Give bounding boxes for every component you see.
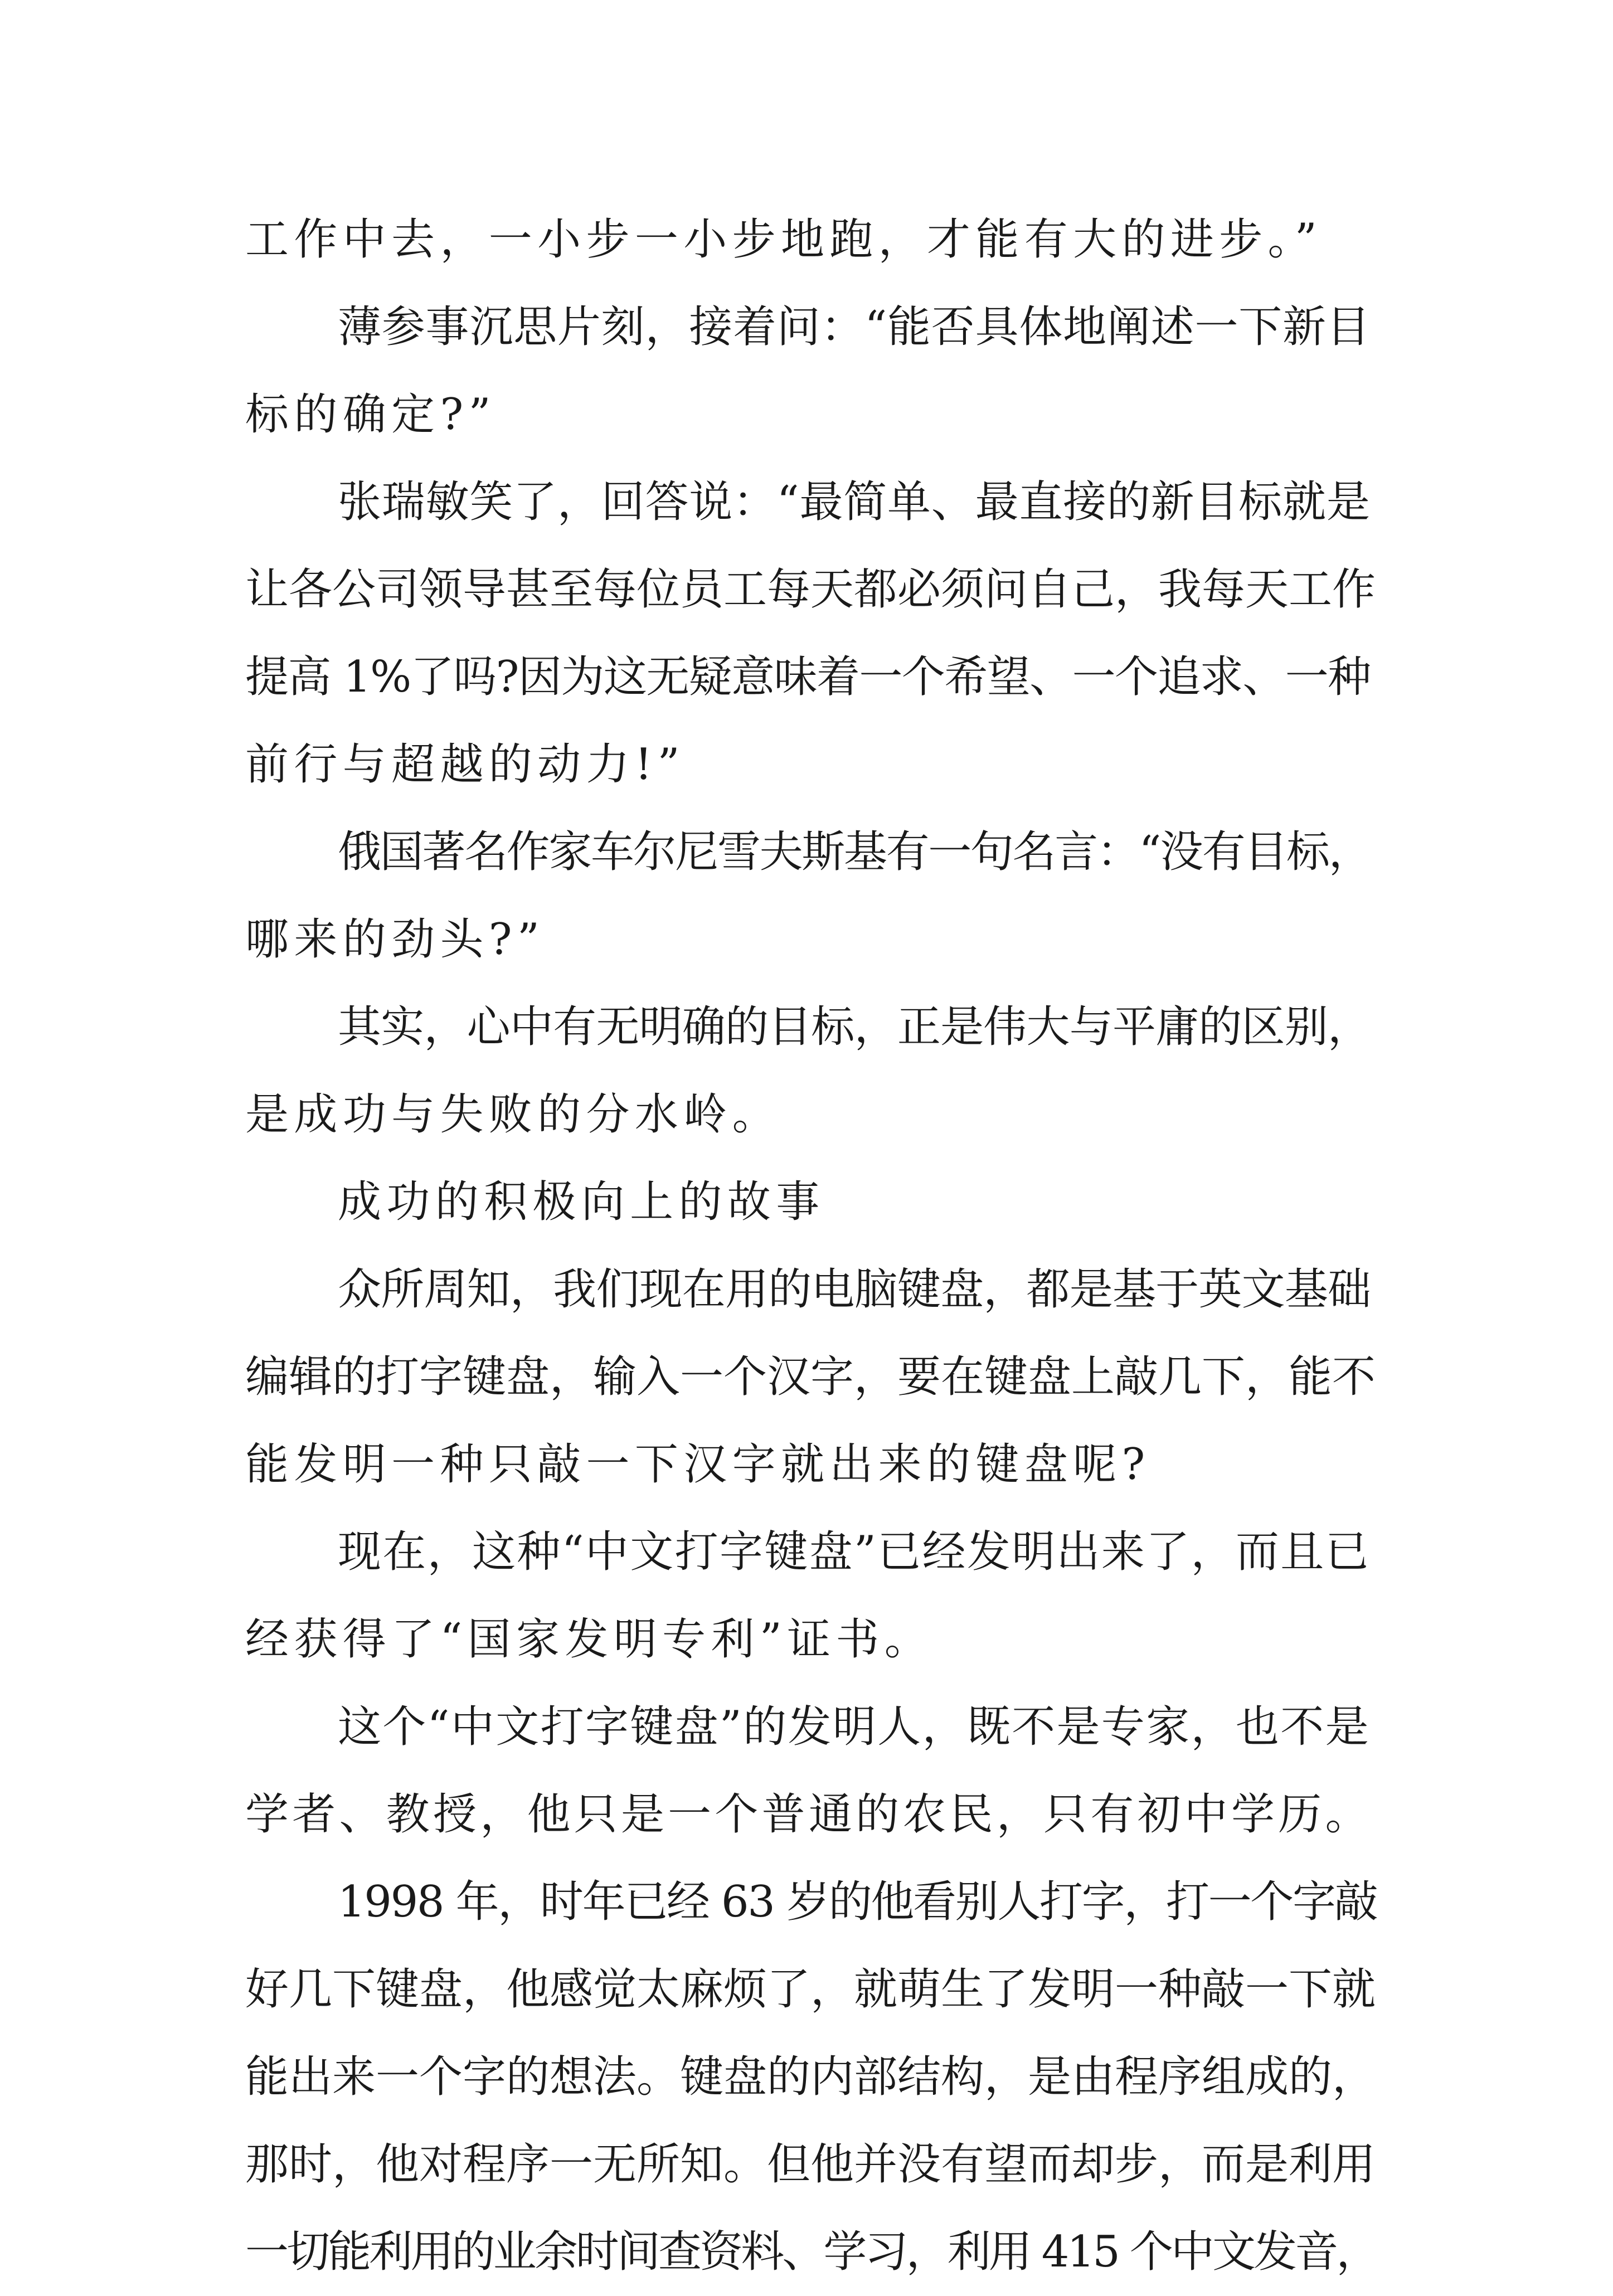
text-line: 1998 年，时年已经 63 岁的他看别人打字，打一个字敲 — [338, 1877, 1377, 1927]
text-line: 一切能利用的业余时间查资料、学习，利用 415 个中文发音， — [245, 2227, 1378, 2277]
text-line: 提高 1%了吗?因为这无疑意味着一个希望、一个追求、一种 — [245, 652, 1371, 702]
text-line: 标的确定?” — [245, 390, 496, 440]
text-line: 成功的积极向上的故事 — [338, 1177, 825, 1227]
text-line: 其实，心中有无明确的目标，正是伟大与平庸的区别， — [338, 1002, 1371, 1052]
text-line: 经获得了“国家发明专利”证书。 — [245, 1614, 934, 1665]
text-line: 张瑞敏笑了，回答说：“最简单、最直接的新目标就是 — [338, 477, 1371, 527]
text-line: 这个“中文打字键盘”的发明人，既不是专家，也不是 — [338, 1702, 1370, 1752]
text-line: 好几下键盘，他感觉太麻烦了，就萌生了发明一种敲一下就 — [245, 1964, 1376, 2015]
body-text — [245, 196, 1377, 2296]
text-line: 俄国著名作家车尔尼雪夫斯基有一句名言：“没有目标， — [338, 827, 1371, 877]
text-line: 前行与超越的动力!” — [245, 740, 685, 790]
text-line: 学者、教授，他只是一个普通的农民，只有初中学历。 — [245, 1789, 1372, 1840]
text-line: 众所周知，我们现在用的电脑键盘，都是基于英文基础 — [338, 1264, 1371, 1315]
text-line: 让各公司领导甚至每位员工每天都必须问自己，我每天工作 — [245, 565, 1376, 615]
text-line: 薄参事沉思片刻，接着问：“能否具体地阐述一下新目 — [338, 302, 1371, 352]
text-line: 编辑的打字键盘，输入一个汉字，要在键盘上敲几下，能不 — [245, 1352, 1376, 1402]
text-line: 是成功与失败的分水岭。 — [245, 1089, 781, 1140]
text-line: 哪来的劲头?” — [245, 914, 545, 965]
text-line: 能出来一个字的想法。键盘的内部结构，是由程序组成的， — [245, 2052, 1376, 2102]
text-line: 那时，他对程序一无所知。但他并没有望而却步，而是利用 — [245, 2139, 1376, 2190]
text-line: 工作中去，一小步一小步地跑，才能有大的进步。” — [245, 215, 1323, 265]
text-line: 现在，这种“中文打字键盘”已经发明出来了，而且已 — [338, 1527, 1370, 1577]
text-line: 能发明一种只敲一下汉字就出来的键盘呢? — [245, 1439, 1150, 1490]
